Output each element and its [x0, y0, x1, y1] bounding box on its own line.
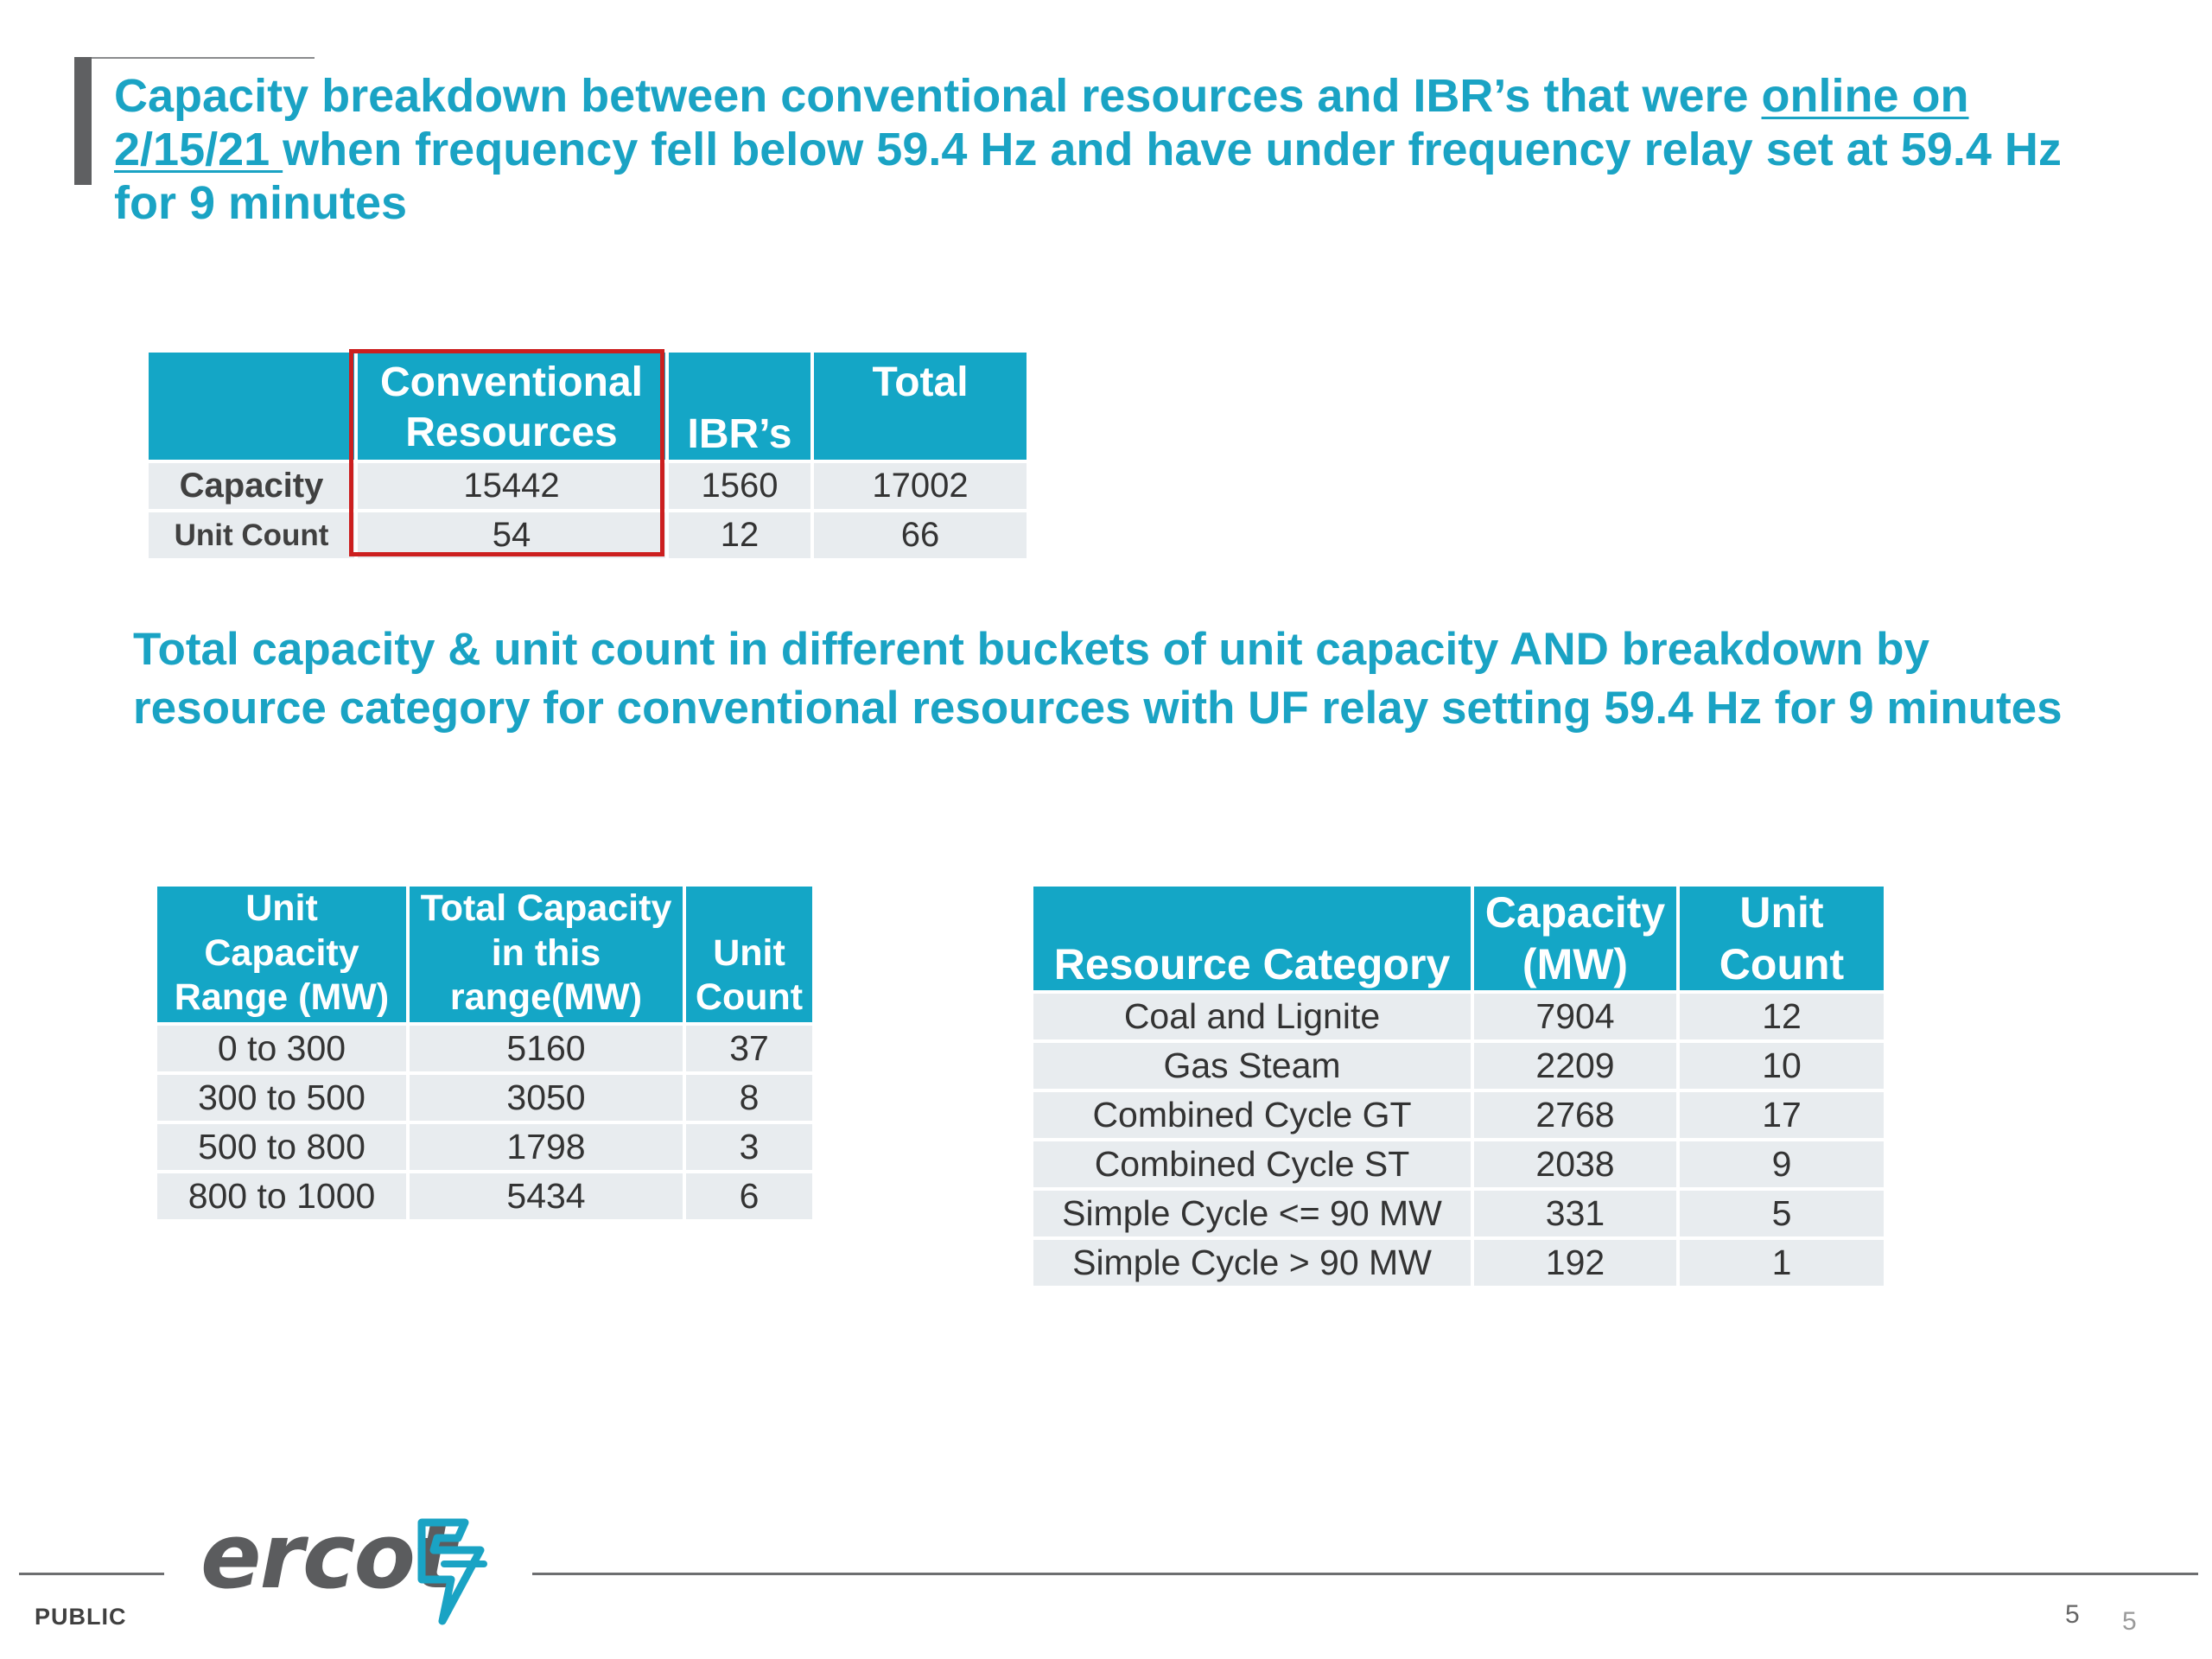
- range-cell: 1798: [410, 1124, 683, 1170]
- category-header-row: [1033, 887, 1884, 990]
- table-row: [1033, 1043, 1884, 1089]
- footer-divider-right: [532, 1573, 2198, 1575]
- category-cell: 5: [1680, 1191, 1884, 1236]
- logo-wordmark: ercot: [200, 1503, 455, 1609]
- table-row: [157, 1124, 812, 1170]
- range-cell: 6: [686, 1173, 812, 1219]
- category-cell: Combined Cycle GT: [1033, 1092, 1471, 1138]
- category-cell: 10: [1680, 1043, 1884, 1089]
- title-text-part2: when frequency fell below 59.4 Hz and have under frequency relay set at 59.4 Hz for 9 minutes: [114, 124, 2062, 229]
- category-cell: 7904: [1474, 994, 1676, 1039]
- table-row: [1033, 1141, 1884, 1187]
- summary-cell: 54: [358, 512, 665, 558]
- range-cell: 5160: [410, 1026, 683, 1071]
- summary-cell: 1560: [669, 463, 810, 509]
- range-cell: 3: [686, 1124, 812, 1170]
- table-row: [157, 1075, 812, 1121]
- summary-header-total: Total: [814, 353, 1027, 460]
- category-cell: Simple Cycle <= 90 MW: [1033, 1191, 1471, 1236]
- range-cell: 800 to 1000: [157, 1173, 406, 1219]
- title-accent-line: [74, 57, 315, 59]
- summary-cell: 15442: [358, 463, 665, 509]
- page-number-secondary: 5: [2122, 1607, 2137, 1636]
- summary-header-ibr: IBR’s: [669, 353, 810, 460]
- range-cell: 0 to 300: [157, 1026, 406, 1071]
- range-cell: 3050: [410, 1075, 683, 1121]
- category-cell: 1: [1680, 1240, 1884, 1286]
- summary-cell: 66: [814, 512, 1027, 558]
- range-cell: 5434: [410, 1173, 683, 1219]
- title-accent-bar: [74, 57, 92, 185]
- category-cell: 2768: [1474, 1092, 1676, 1138]
- section-subtitle: Total capacity & unit count in different buckets of unit capacity AND breakdown by resource category for conventional resources with UF relay setting 59.4 Hz for 9 minutes: [133, 624, 2063, 734]
- summary-cell: 17002: [814, 463, 1027, 509]
- range-cell: 500 to 800: [157, 1124, 406, 1170]
- category-cell: Coal and Lignite: [1033, 994, 1471, 1039]
- category-header-unit-count: Unit Count: [1680, 887, 1884, 990]
- table-row: [1033, 994, 1884, 1039]
- category-cell: 9: [1680, 1141, 1884, 1187]
- classification-label: PUBLIC: [35, 1604, 127, 1630]
- summary-header-conventional: Conventional Resources: [358, 353, 665, 460]
- range-cell: 37: [686, 1026, 812, 1071]
- table-row: [1033, 1092, 1884, 1138]
- capacity-range-table: [154, 883, 816, 1223]
- table-row: [1033, 1240, 1884, 1286]
- slide-title: [114, 69, 2136, 230]
- page-number: 5: [2065, 1600, 2080, 1629]
- resource-category-table: [1030, 883, 1887, 1289]
- range-header-row: [157, 887, 812, 1022]
- range-header-unit-capacity: Unit Capacity Range (MW): [157, 887, 406, 1022]
- category-cell: 192: [1474, 1240, 1676, 1286]
- category-cell: 331: [1474, 1191, 1676, 1236]
- title-underlined-date-a: online on: [1761, 70, 1969, 122]
- category-cell: 17: [1680, 1092, 1884, 1138]
- category-header-capacity: Capacity (MW): [1474, 887, 1676, 990]
- table-row: [1033, 1191, 1884, 1236]
- summary-header-empty: [149, 353, 354, 460]
- ercot-bolt-icon: [404, 1516, 499, 1628]
- summary-cell: 12: [669, 512, 810, 558]
- table-row: [157, 1026, 812, 1071]
- summary-row-label: Unit Count: [149, 512, 354, 558]
- range-cell: 300 to 500: [157, 1075, 406, 1121]
- category-header-resource: Resource Category: [1033, 887, 1471, 990]
- category-cell: Combined Cycle ST: [1033, 1141, 1471, 1187]
- ercot-logo: [200, 1503, 512, 1633]
- category-cell: Simple Cycle > 90 MW: [1033, 1240, 1471, 1286]
- range-header-unit-count: Unit Count: [686, 887, 812, 1022]
- range-cell: 8: [686, 1075, 812, 1121]
- category-cell: Gas Steam: [1033, 1043, 1471, 1089]
- category-cell: 12: [1680, 994, 1884, 1039]
- summary-row-label: Capacity: [149, 463, 354, 509]
- range-header-total-capacity: Total Capacity in this range(MW): [410, 887, 683, 1022]
- title-text-part1: Capacity breakdown between conventional resources and IBR’s that were: [114, 70, 1762, 122]
- title-underlined-date-b: 2/15/21: [114, 124, 283, 175]
- conventional-highlight-box: [349, 349, 664, 556]
- table-row: [157, 1173, 812, 1219]
- footer-divider-left: [19, 1573, 164, 1575]
- category-cell: 2209: [1474, 1043, 1676, 1089]
- category-cell: 2038: [1474, 1141, 1676, 1187]
